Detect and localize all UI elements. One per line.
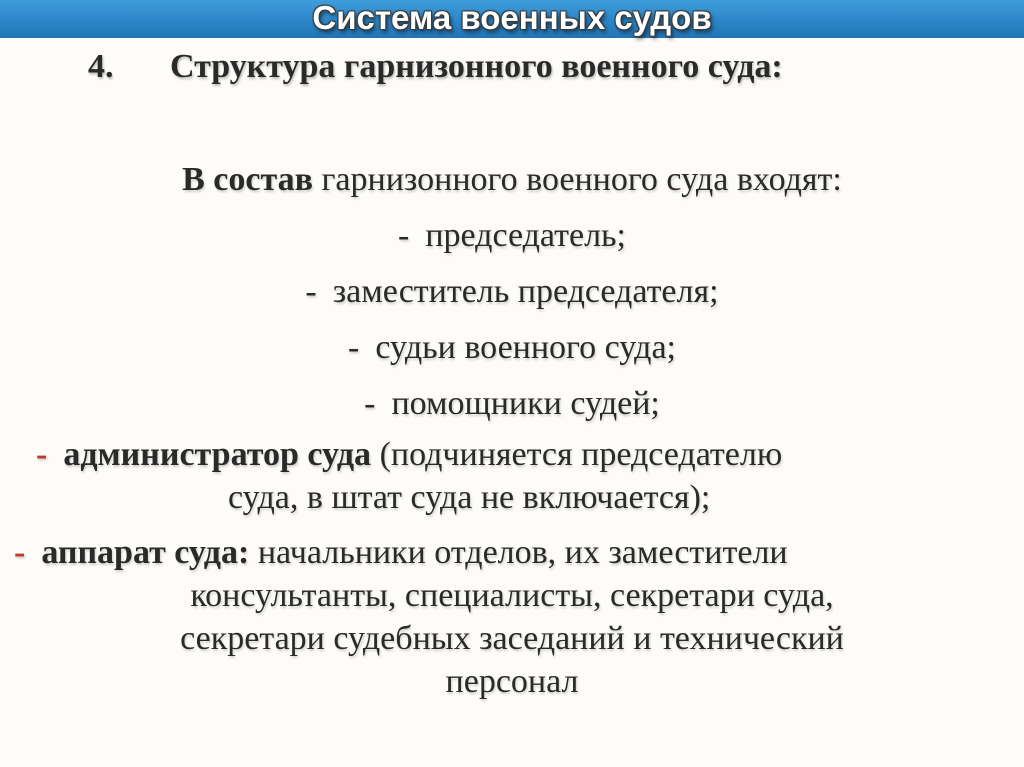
slide-title: Система военных судов [312,0,712,36]
administrator-rest: (подчиняется председателю [371,436,783,473]
list-item-administrator [0,431,1024,521]
dash-bullet: - [398,217,410,254]
heading-number: 4. [88,48,114,85]
list-item-apparatus [0,529,1024,705]
slide-body [0,156,1024,705]
title-bar [0,0,1024,38]
intro-line [0,156,1024,203]
apparatus-rest: начальники отделов, их заместители [249,534,788,571]
list-item-text: председатель; [425,217,626,254]
dash-bullet: - [364,385,376,422]
administrator-continuation: суда, в штат суда не включается); [228,479,711,516]
heading-text: Структура гарнизонного военного суда: [170,48,783,85]
dash-bullet-accent: - [14,534,26,571]
dash-bullet: - [348,329,360,366]
administrator-bold: администратор суда [63,436,372,473]
list-item-text: помощники судей; [391,385,660,422]
list-item [0,380,1024,427]
list-item [0,268,1024,315]
intro-rest: гарнизонного военного суда входят: [312,161,842,198]
apparatus-continuation: консультанты, специалисты, секретари суда, [190,577,834,614]
apparatus-continuation: секретари судебных заседаний и технический [180,620,844,657]
list-item-text: заместитель председателя; [332,273,719,310]
intro-bold: В состав [182,161,313,198]
section-heading [88,45,783,89]
dash-bullet: - [305,273,317,310]
administrator-line [0,431,1024,478]
apparatus-bold: аппарат суда: [41,534,250,571]
dash-bullet-accent: - [36,436,48,473]
list-item [0,212,1024,259]
list-item [0,324,1024,371]
apparatus-continuation: персонал [445,663,579,700]
apparatus-line [0,529,1024,576]
list-item-text: судьи военного суда; [375,329,676,366]
